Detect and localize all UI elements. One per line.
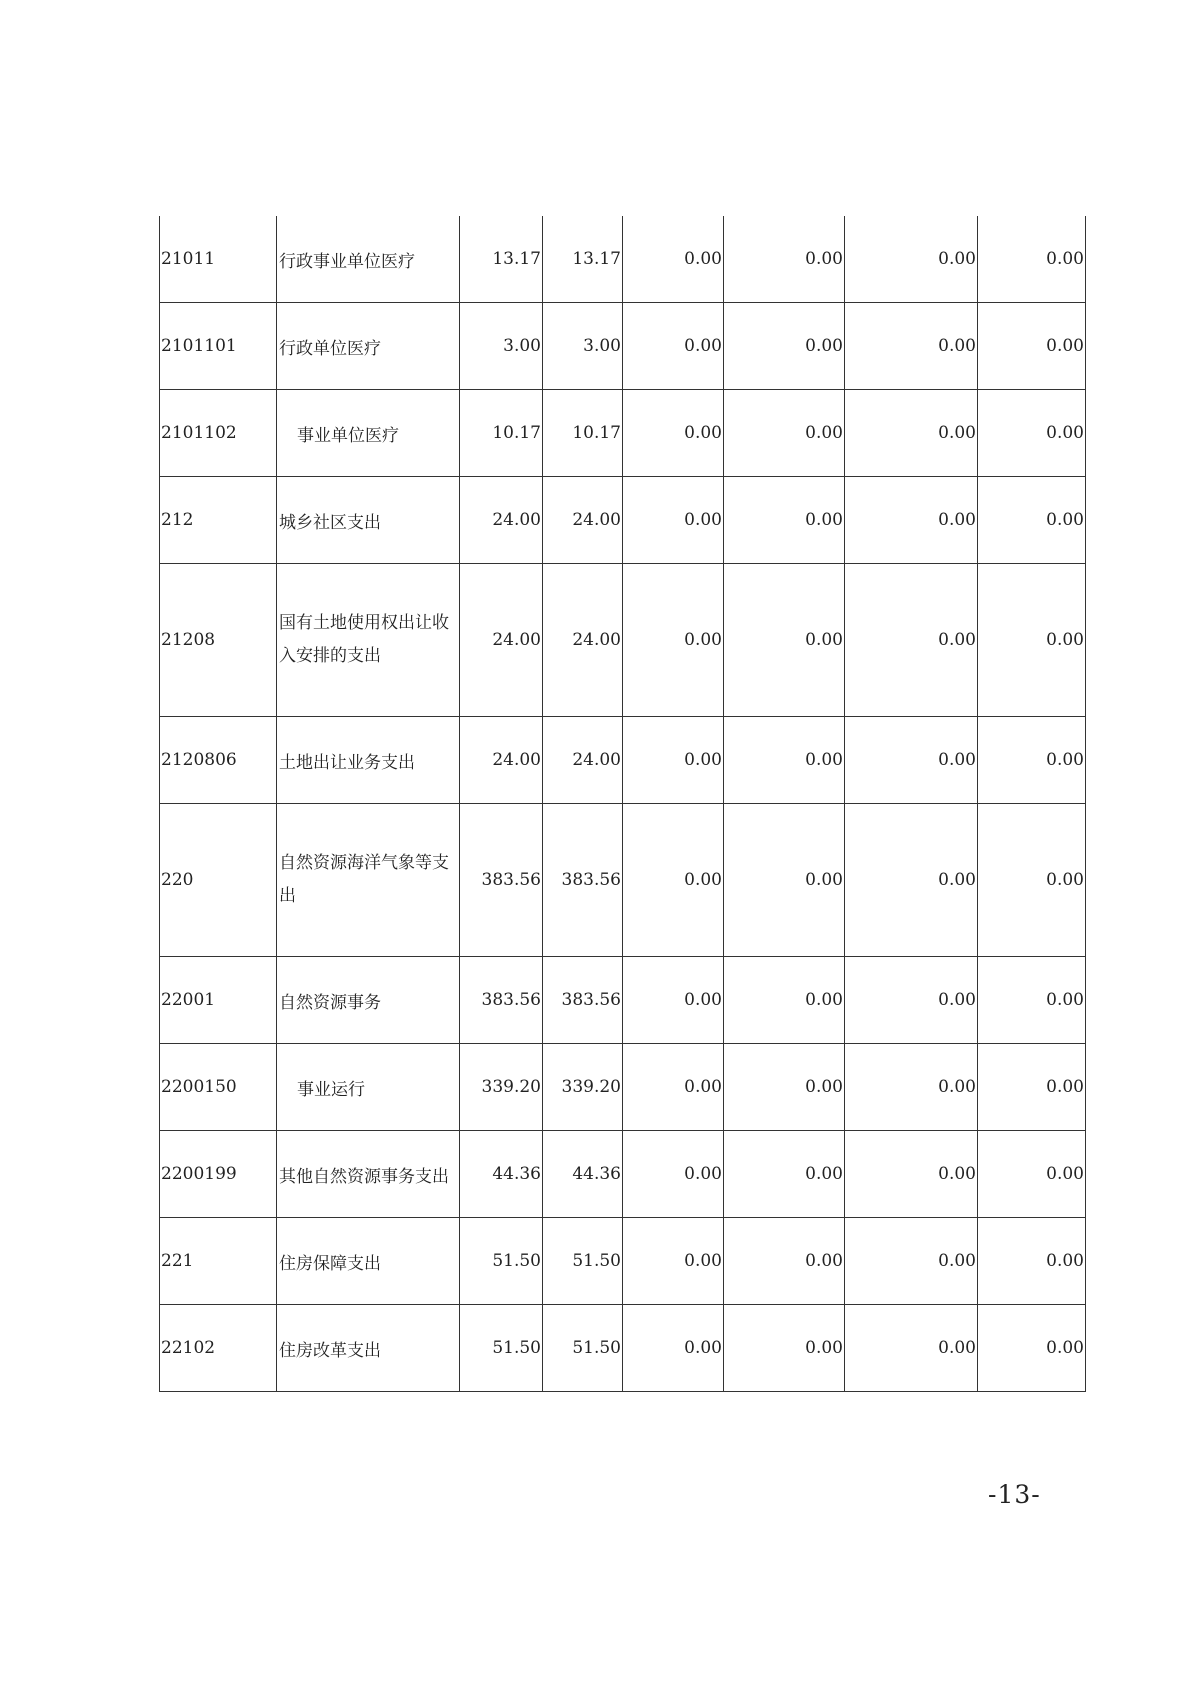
amount-cell-c2: 24.00 bbox=[543, 717, 623, 804]
amount-cell-c2: 24.00 bbox=[543, 564, 623, 717]
amount-cell-c4: 0.00 bbox=[724, 477, 845, 564]
amount-cell-c2: 44.36 bbox=[543, 1131, 623, 1218]
amount-cell-c4: 0.00 bbox=[724, 1131, 845, 1218]
amount-cell-c3: 0.00 bbox=[623, 216, 724, 303]
subject-name-cell: 住房保障支出 bbox=[277, 1218, 460, 1305]
subject-name-cell: 国有土地使用权出让收入安排的支出 bbox=[277, 564, 460, 717]
amount-cell-c6: 0.00 bbox=[978, 1305, 1086, 1392]
amount-cell-c3: 0.00 bbox=[623, 1131, 724, 1218]
amount-cell-c3: 0.00 bbox=[623, 390, 724, 477]
amount-cell-c3: 0.00 bbox=[623, 1305, 724, 1392]
subject-name-cell: 行政单位医疗 bbox=[277, 303, 460, 390]
amount-cell-c4: 0.00 bbox=[724, 1305, 845, 1392]
subject-code-cell: 2120806 bbox=[160, 717, 277, 804]
amount-cell-c6: 0.00 bbox=[978, 390, 1086, 477]
amount-cell-c1: 24.00 bbox=[460, 477, 543, 564]
table-row bbox=[160, 564, 1086, 717]
amount-cell-c4: 0.00 bbox=[724, 216, 845, 303]
amount-cell-c6: 0.00 bbox=[978, 1044, 1086, 1131]
amount-cell-c6: 0.00 bbox=[978, 1218, 1086, 1305]
amount-cell-c5: 0.00 bbox=[845, 1044, 978, 1131]
table-row bbox=[160, 216, 1086, 303]
amount-cell-c5: 0.00 bbox=[845, 957, 978, 1044]
amount-cell-c1: 24.00 bbox=[460, 564, 543, 717]
table-row bbox=[160, 390, 1086, 477]
subject-name-cell: 事业单位医疗 bbox=[277, 390, 460, 477]
table-row bbox=[160, 1044, 1086, 1131]
amount-cell-c4: 0.00 bbox=[724, 1044, 845, 1131]
amount-cell-c1: 13.17 bbox=[460, 216, 543, 303]
subject-name-cell: 其他自然资源事务支出 bbox=[277, 1131, 460, 1218]
table-row bbox=[160, 477, 1086, 564]
amount-cell-c3: 0.00 bbox=[623, 477, 724, 564]
amount-cell-c2: 383.56 bbox=[543, 804, 623, 957]
amount-cell-c2: 383.56 bbox=[543, 957, 623, 1044]
amount-cell-c6: 0.00 bbox=[978, 957, 1086, 1044]
amount-cell-c3: 0.00 bbox=[623, 804, 724, 957]
subject-code-cell: 21011 bbox=[160, 216, 277, 303]
subject-name-cell: 自然资源海洋气象等支出 bbox=[277, 804, 460, 957]
amount-cell-c2: 13.17 bbox=[543, 216, 623, 303]
subject-code-cell: 220 bbox=[160, 804, 277, 957]
table-row bbox=[160, 1131, 1086, 1218]
table-row bbox=[160, 804, 1086, 957]
amount-cell-c3: 0.00 bbox=[623, 1218, 724, 1305]
amount-cell-c6: 0.00 bbox=[978, 477, 1086, 564]
amount-cell-c2: 10.17 bbox=[543, 390, 623, 477]
amount-cell-c4: 0.00 bbox=[724, 717, 845, 804]
amount-cell-c3: 0.00 bbox=[623, 1044, 724, 1131]
table-row bbox=[160, 1218, 1086, 1305]
subject-code-cell: 2200199 bbox=[160, 1131, 277, 1218]
amount-cell-c5: 0.00 bbox=[845, 477, 978, 564]
amount-cell-c1: 24.00 bbox=[460, 717, 543, 804]
subject-name-cell: 事业运行 bbox=[277, 1044, 460, 1131]
amount-cell-c6: 0.00 bbox=[978, 717, 1086, 804]
amount-cell-c4: 0.00 bbox=[724, 390, 845, 477]
amount-cell-c5: 0.00 bbox=[845, 804, 978, 957]
amount-cell-c4: 0.00 bbox=[724, 804, 845, 957]
amount-cell-c1: 383.56 bbox=[460, 957, 543, 1044]
table-row bbox=[160, 957, 1086, 1044]
amount-cell-c1: 10.17 bbox=[460, 390, 543, 477]
amount-cell-c5: 0.00 bbox=[845, 1305, 978, 1392]
amount-cell-c1: 339.20 bbox=[460, 1044, 543, 1131]
amount-cell-c5: 0.00 bbox=[845, 390, 978, 477]
amount-cell-c2: 24.00 bbox=[543, 477, 623, 564]
amount-cell-c1: 383.56 bbox=[460, 804, 543, 957]
amount-cell-c1: 51.50 bbox=[460, 1305, 543, 1392]
subject-name-cell: 住房改革支出 bbox=[277, 1305, 460, 1392]
amount-cell-c6: 0.00 bbox=[978, 303, 1086, 390]
page-number: -13- bbox=[988, 1480, 1041, 1509]
amount-cell-c6: 0.00 bbox=[978, 1131, 1086, 1218]
table-body bbox=[160, 216, 1086, 1392]
subject-name-cell: 行政事业单位医疗 bbox=[277, 216, 460, 303]
amount-cell-c2: 339.20 bbox=[543, 1044, 623, 1131]
amount-cell-c5: 0.00 bbox=[845, 717, 978, 804]
amount-cell-c3: 0.00 bbox=[623, 957, 724, 1044]
amount-cell-c4: 0.00 bbox=[724, 303, 845, 390]
amount-cell-c2: 3.00 bbox=[543, 303, 623, 390]
subject-name-cell: 自然资源事务 bbox=[277, 957, 460, 1044]
subject-code-cell: 2200150 bbox=[160, 1044, 277, 1131]
amount-cell-c4: 0.00 bbox=[724, 957, 845, 1044]
table-row bbox=[160, 717, 1086, 804]
subject-code-cell: 2101101 bbox=[160, 303, 277, 390]
budget-expenditure-table bbox=[159, 216, 1086, 1392]
amount-cell-c1: 51.50 bbox=[460, 1218, 543, 1305]
amount-cell-c1: 3.00 bbox=[460, 303, 543, 390]
amount-cell-c5: 0.00 bbox=[845, 1218, 978, 1305]
table-row bbox=[160, 1305, 1086, 1392]
amount-cell-c6: 0.00 bbox=[978, 564, 1086, 717]
amount-cell-c6: 0.00 bbox=[978, 216, 1086, 303]
subject-code-cell: 221 bbox=[160, 1218, 277, 1305]
subject-name-cell: 城乡社区支出 bbox=[277, 477, 460, 564]
subject-code-cell: 21208 bbox=[160, 564, 277, 717]
amount-cell-c3: 0.00 bbox=[623, 717, 724, 804]
subject-name-cell: 土地出让业务支出 bbox=[277, 717, 460, 804]
amount-cell-c4: 0.00 bbox=[724, 1218, 845, 1305]
amount-cell-c6: 0.00 bbox=[978, 804, 1086, 957]
amount-cell-c5: 0.00 bbox=[845, 1131, 978, 1218]
amount-cell-c5: 0.00 bbox=[845, 216, 978, 303]
amount-cell-c3: 0.00 bbox=[623, 303, 724, 390]
amount-cell-c5: 0.00 bbox=[845, 303, 978, 390]
amount-cell-c4: 0.00 bbox=[724, 564, 845, 717]
subject-code-cell: 212 bbox=[160, 477, 277, 564]
amount-cell-c2: 51.50 bbox=[543, 1218, 623, 1305]
amount-cell-c3: 0.00 bbox=[623, 564, 724, 717]
amount-cell-c1: 44.36 bbox=[460, 1131, 543, 1218]
table-row bbox=[160, 303, 1086, 390]
subject-code-cell: 22102 bbox=[160, 1305, 277, 1392]
subject-code-cell: 2101102 bbox=[160, 390, 277, 477]
amount-cell-c2: 51.50 bbox=[543, 1305, 623, 1392]
amount-cell-c5: 0.00 bbox=[845, 564, 978, 717]
subject-code-cell: 22001 bbox=[160, 957, 277, 1044]
